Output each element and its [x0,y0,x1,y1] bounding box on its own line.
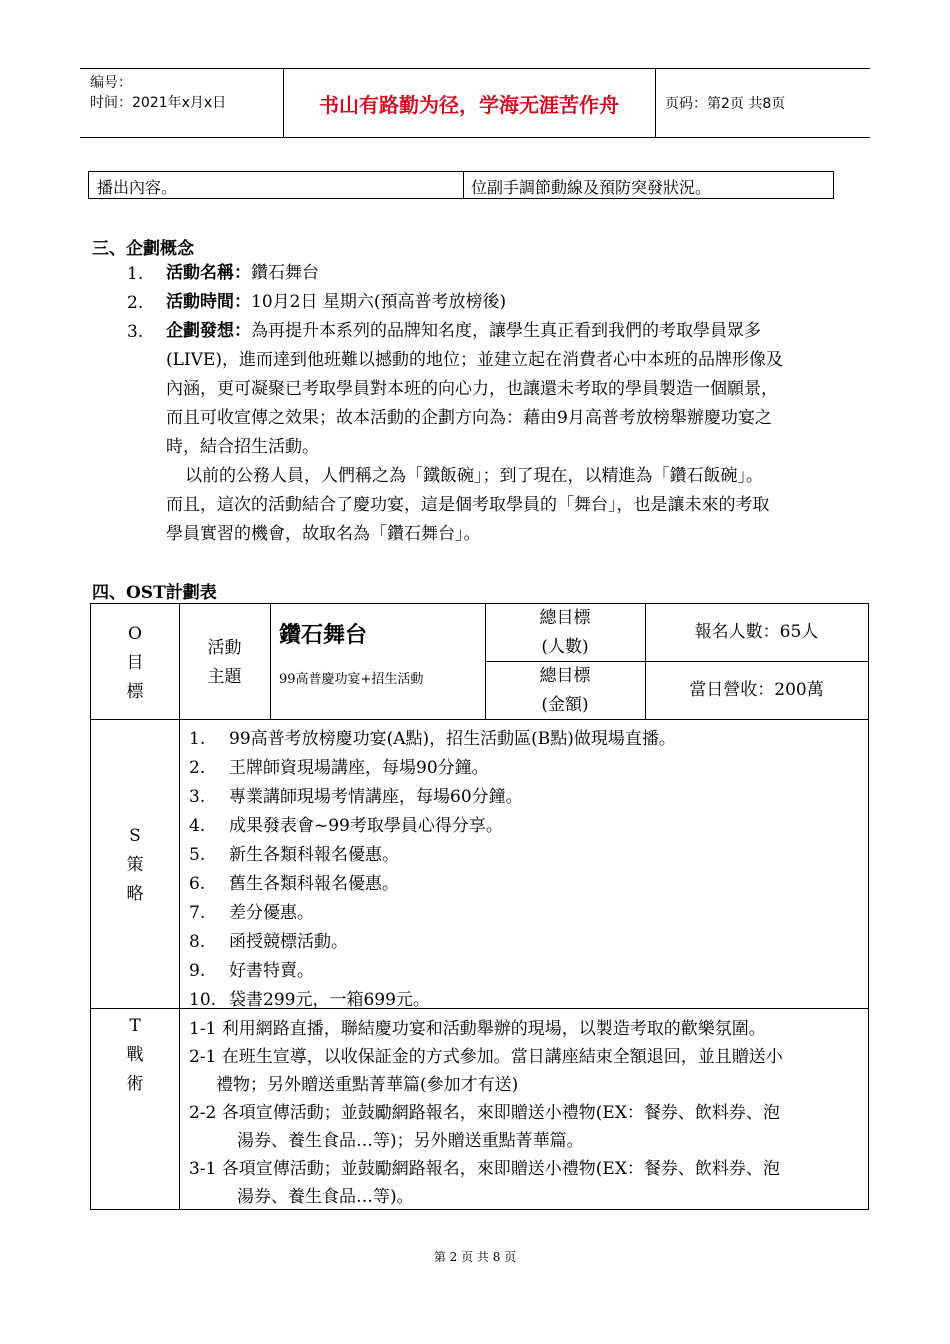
strategy-text: 函授競標活動。 [229,932,348,952]
item2-line [166,288,506,317]
tactic-line: 湯券、養生食品…等)。 [237,1187,414,1207]
section3-title: 三、企劃概念 [92,239,194,259]
t-label-char: T [129,1016,141,1036]
strategy-text: 成果發表會~99考取學員心得分享。 [229,816,503,836]
t-label [91,1012,179,1099]
strategy-number: 4. [189,816,206,836]
strategy-item [189,956,314,981]
t-label-char: 術 [126,1074,144,1094]
tactic-line: 3-1 各項宣傳活動；並鼓勵網路報名，來即贈送小禮物(EX：餐券、飲料券、泡 [189,1159,780,1179]
t-label-char: 戰 [126,1045,144,1065]
goal-amount-label [485,662,645,720]
strategy-number: 9. [189,961,206,981]
item3-line4: 而且可收宣傳之效果；故本活動的企劃方向為：藉由9月高普考放榜舉辦慶功宴之 [166,408,772,428]
strategy-number: 6. [189,874,206,894]
goal-label-line: 總目標 [539,608,591,628]
header-page-label: 页码：第2页 共8页 [665,96,786,112]
strategy-item [189,724,676,749]
tactic-line: 禮物；另外贈送重點菁華篇(參加才有送) [216,1075,519,1095]
strategy-number: 10. [189,990,217,1010]
strategy-item [189,811,503,836]
page-footer: 第 2 页 共 8 页 [433,1250,517,1264]
theme-label-line: 主題 [207,667,242,687]
strategy-number: 5. [189,845,206,865]
row-divider [91,719,868,720]
s-label-char: S [129,826,141,846]
theme-title: 鑽石舞台 [279,623,368,648]
goal-label-line: 總目標 [539,666,591,686]
theme-subtitle: 99高普慶功宴+招生活動 [279,672,424,687]
strategy-text: 王牌師資現場講座，每場90分鐘。 [229,758,489,778]
col-divider [270,604,271,719]
para2-line1: 以前的公務人員，人們稱之為「鐵飯碗」；到了現在，以精進為「鑽石飯碗」。 [185,466,763,486]
para2-line3: 學員實習的機會，故取名為「鑽石舞台」。 [166,524,481,544]
section4-title: 四、OST計劃表 [92,583,217,603]
strategy-item [189,753,489,778]
s-label [91,822,179,909]
goal-amount-value: 當日營收：200萬 [689,680,824,700]
item2-label: 活動時間： [166,292,251,312]
strategy-text: 差分優惠。 [229,903,314,923]
goal-people-value: 報名人數：65人 [694,622,819,642]
theme-label [179,634,270,692]
item3-label: 企劃發想： [166,321,251,341]
o-label-char: 目 [126,653,144,673]
tactic-line: 2-1 在班生宣導，以收保証金的方式參加。當日講座結束全額退回，並且贈送小 [189,1047,783,1067]
tactic-line: 1-1 利用網路直播，聯結慶功宴和活動舉辦的現場，以製造考取的歡樂氛圍。 [189,1019,766,1039]
strategy-item [189,985,430,1010]
o-label-char: 標 [126,682,144,702]
tactic-line: 2-2 各項宣傳活動；並鼓勵網路報名，來即贈送小禮物(EX：餐券、飲料券、泡 [189,1103,780,1123]
col-divider [179,604,180,1209]
item3-line3: 內涵，更可凝聚已考取學員對本班的向心力，也讓還未考取的學員製造一個願景， [166,379,778,399]
continuation-table [88,171,834,199]
strategy-item [189,927,348,952]
item3-line1 [166,317,761,346]
goal-label-line: (人數) [541,637,589,657]
continuation-left: 播出內容。 [97,178,178,197]
item2-number: 2. [127,293,144,313]
strategy-text: 袋書299元，一箱699元。 [229,990,430,1010]
item2-value: 10月2日 星期六(預高普考放榜後) [251,292,507,312]
tactic-line: 湯券、養生食品…等)；另外贈送重點菁華篇。 [237,1131,584,1151]
strategy-text: 舊生各類科報名優惠。 [229,874,399,894]
header-divider [655,69,656,137]
goal-label-line: (金額) [541,695,589,715]
strategy-number: 2. [189,758,206,778]
strategy-text: 好書特賣。 [229,961,314,981]
para2-line2: 而且，這次的活動結合了慶功宴，這是個考取學員的「舞台」，也是讓未來的考取 [166,495,770,515]
strategy-item [189,869,399,894]
continuation-right: 位副手調節動線及預防突發狀況。 [471,178,712,197]
strategy-text: 專業講師現場考情講座，每場60分鐘。 [229,787,523,807]
strategy-item [189,840,399,865]
header-motto: 书山有路勤为径，学海无涯苦作舟 [319,92,619,117]
item1-number: 1. [127,264,144,284]
strategy-text: 99高普考放榜慶功宴(A點)，招生活動區(B點)做現場直播。 [229,729,676,749]
item1-line [166,259,319,288]
date-label: 时间：2021年x月x日 [90,95,227,111]
s-label-char: 策 [126,855,144,875]
strategy-number: 3. [189,787,206,807]
strategy-text: 新生各類科報名優惠。 [229,845,399,865]
ost-table [90,603,869,1210]
s-label-char: 略 [126,884,144,904]
table-divider [463,172,464,198]
goal-people-label [485,604,645,662]
item3-number: 3. [127,322,144,342]
item1-label: 活動名稱： [166,263,251,283]
item3-text: 為再提升本系列的品牌知名度，讓學生真正看到我們的考取學員眾多 [251,321,761,341]
o-label [91,620,179,707]
strategy-number: 7. [189,903,206,923]
item1-value: 鑽石舞台 [251,263,319,283]
theme-label-line: 活動 [207,638,242,658]
number-label: 编号： [90,75,132,91]
strategy-item [189,898,314,923]
strategy-item [189,782,523,807]
strategy-number: 8. [189,932,206,952]
page-header [80,68,870,138]
header-info [90,73,226,113]
item3-line5: 時，結合招生活動。 [166,437,319,457]
o-label-char: O [128,624,142,644]
item3-line2: (LIVE)，進而達到他班難以撼動的地位；並建立起在消費者心中本班的品牌形像及 [166,350,783,370]
strategy-number: 1. [189,729,206,749]
